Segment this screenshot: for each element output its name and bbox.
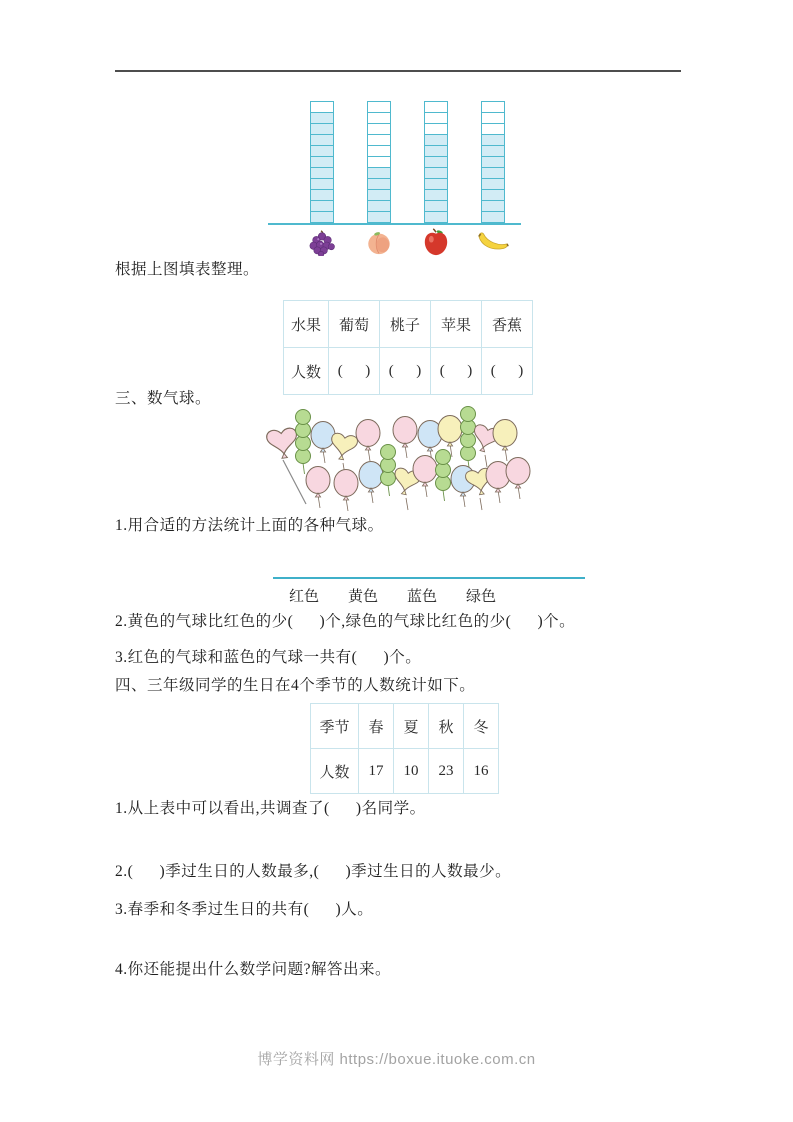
section3-question2: 2.黄色的气球比红色的少( )个,绿色的气球比红色的少( )个。 [115, 613, 576, 630]
pictograph-cell [367, 211, 391, 223]
pictograph-baseline [268, 223, 521, 225]
pictograph-column-香蕉 [481, 101, 505, 223]
fruit-pictograph [268, 99, 521, 259]
yellow-round-balloon [493, 420, 517, 462]
blue-round-balloon [311, 422, 335, 464]
blue-round-balloon [359, 462, 383, 504]
green-cluster-balloon [436, 450, 451, 502]
fruit-table-header-row [284, 301, 533, 348]
label-yellow: 黄色 [348, 589, 379, 605]
section4-question1: 1.从上表中可以看出,共调查了( )名同学。 [115, 800, 426, 817]
season-summer: 夏 [394, 704, 429, 749]
top-divider [115, 70, 681, 72]
season-spring: 春 [359, 704, 394, 749]
fruit-table-count-row [284, 348, 533, 395]
banana-icon [476, 228, 510, 256]
answer-blank-grape: ( ) [329, 348, 380, 395]
section4-question2: 2.( )季过生日的人数最多,( )季过生日的人数最少。 [115, 863, 512, 880]
fruit-table [283, 300, 533, 395]
season-winter: 冬 [464, 704, 499, 749]
answer-blank-apple: ( ) [431, 348, 482, 395]
label-green: 绿色 [466, 589, 497, 605]
season-table-corner: 季节 [311, 704, 359, 749]
balloons-illustration [256, 402, 548, 514]
footer-watermark-link[interactable]: 博学资料网 https://boxue.ituoke.com.cn [257, 1051, 536, 1068]
section4-question4: 4.你还能提出什么数学问题?解答出来。 [115, 961, 392, 978]
section3-question3: 3.红色的气球和蓝色的气球一共有( )个。 [115, 649, 422, 666]
pictograph-column-桃子 [367, 101, 391, 223]
season-table-count-row [311, 749, 499, 794]
count-spring: 17 [359, 749, 394, 794]
green-cluster-balloon [296, 410, 311, 475]
pink-round-balloon [413, 456, 437, 498]
peach-icon [365, 228, 393, 256]
season-table [310, 703, 499, 794]
pink-round-balloon [334, 470, 358, 512]
pink-round-balloon [306, 467, 330, 509]
fruit-table-col-apple: 苹果 [431, 301, 482, 348]
count-summer: 10 [394, 749, 429, 794]
pictograph-cell [310, 211, 334, 223]
fruit-table-col-banana: 香蕉 [482, 301, 533, 348]
section4-question3: 3.春季和冬季过生日的共有( )人。 [115, 901, 374, 918]
pictograph-column-苹果 [424, 101, 448, 223]
season-autumn: 秋 [429, 704, 464, 749]
yellow-heart-balloon [328, 432, 358, 475]
answer-blank-banana: ( ) [482, 348, 533, 395]
pink-round-balloon [356, 420, 380, 462]
caption-fill-table: 根据上图填表整理。 [115, 261, 260, 278]
pictograph-cell [424, 211, 448, 223]
fruit-table-col-grape: 葡萄 [329, 301, 380, 348]
green-cluster-balloon [381, 445, 396, 497]
answer-blank-peach: ( ) [380, 348, 431, 395]
section3-question1: 1.用合适的方法统计上面的各种气球。 [115, 517, 384, 534]
balloon-color-tally [273, 577, 585, 606]
season-table-header-row [311, 704, 499, 749]
pictograph-cell [481, 211, 505, 223]
count-autumn: 23 [429, 749, 464, 794]
green-cluster-balloon [461, 407, 476, 472]
apple-icon [422, 228, 450, 256]
pink-round-balloon [393, 417, 417, 459]
pink-round-balloon [506, 458, 530, 500]
label-blue: 蓝色 [407, 589, 438, 605]
label-red: 红色 [289, 589, 320, 605]
count-winter: 16 [464, 749, 499, 794]
pictograph-column-葡萄 [310, 101, 334, 223]
section4-title: 四、三年级同学的生日在4个季节的人数统计如下。 [115, 677, 476, 694]
section3-title: 三、数气球。 [115, 390, 212, 407]
season-row-label: 人数 [311, 749, 359, 794]
grapes-icon [308, 228, 336, 256]
fruit-table-corner: 水果 [284, 301, 329, 348]
fruit-table-col-peach: 桃子 [380, 301, 431, 348]
fruit-table-row-label: 人数 [284, 348, 329, 395]
